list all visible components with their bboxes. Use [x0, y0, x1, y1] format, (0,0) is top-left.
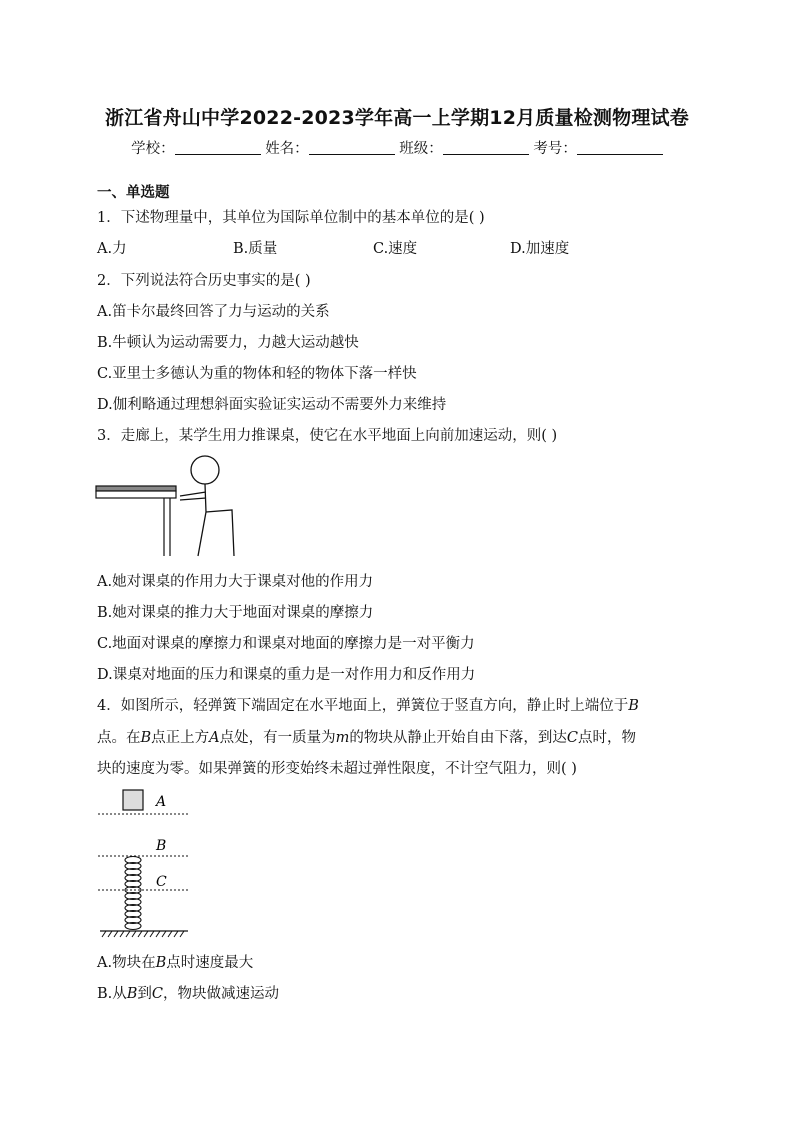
- q4-stem-line-2: 点。在B点正上方A点处，有一质量为m的物块从静止开始自由下落，到达C点时，物: [97, 730, 636, 746]
- name-blank[interactable]: [309, 140, 395, 155]
- q1-option-b: B.质量: [233, 241, 278, 257]
- section-heading: 一、单选题: [97, 185, 170, 201]
- q3-option-b: B.她对课桌的推力大于地面对课桌的摩擦力: [97, 605, 374, 621]
- spring-icon: [125, 857, 141, 930]
- q1-stem: 1．下述物理量中，其单位为国际单位制中的基本单位的是( ): [97, 210, 485, 226]
- q2-option-a: A.笛卡尔最终回答了力与运动的关系: [97, 304, 330, 320]
- exam-title: 浙江省舟山中学2022-2023学年高一上学期12月质量检测物理试卷: [105, 107, 689, 129]
- q4-stem-line-3: 块的速度为零。如果弹簧的形变始终未超过弹性限度，不计空气阻力，则( ): [97, 761, 577, 777]
- q3-option-d: D.课桌对地面的压力和课桌的重力是一对作用力和反作用力: [97, 667, 476, 683]
- label-a: A: [156, 794, 167, 810]
- q2-option-b: B.牛顿认为运动需要力，力越大运动越快: [97, 335, 359, 351]
- spring-figure: [96, 786, 196, 938]
- label-b: B: [156, 838, 167, 854]
- desk-push-figure: [94, 450, 244, 560]
- q2-stem: 2．下列说法符合历史事实的是( ): [97, 273, 311, 289]
- q4-option-b: B.从B到C，物块做减速运动: [97, 986, 280, 1002]
- school-label: 学校：: [131, 141, 175, 157]
- school-blank[interactable]: [175, 140, 261, 155]
- label-c: C: [156, 874, 167, 890]
- block-icon: [123, 790, 143, 810]
- student-info: [0, 137, 794, 158]
- q4-option-a: A.物块在B点时速度最大: [97, 955, 254, 971]
- q1-option-d: D.加速度: [510, 241, 570, 257]
- q3-option-c: C.地面对课桌的摩擦力和课桌对地面的摩擦力是一对平衡力: [97, 636, 475, 652]
- number-label: 考号：: [533, 141, 577, 157]
- q3-stem: 3．走廊上，某学生用力推课桌，使它在水平地面上向前加速运动，则( ): [97, 428, 558, 444]
- class-blank[interactable]: [443, 140, 529, 155]
- q4-stem-line-1: 4．如图所示，轻弹簧下端固定在水平地面上，弹簧位于竖直方向，静止时上端位于B: [97, 698, 639, 714]
- number-blank[interactable]: [577, 140, 663, 155]
- student-body: [180, 484, 234, 556]
- class-label: 班级：: [399, 141, 443, 157]
- q1-option-c: C.速度: [373, 241, 418, 257]
- name-label: 姓名：: [265, 141, 309, 157]
- q1-option-a: A.力: [97, 241, 127, 257]
- desk-edge: [96, 491, 176, 498]
- student-head: [191, 456, 219, 484]
- q3-option-a: A.她对课桌的作用力大于课桌对他的作用力: [97, 574, 374, 590]
- desk-top: [96, 486, 176, 491]
- q2-option-d: D.伽利略通过理想斜面实验证实运动不需要外力来维持: [97, 397, 447, 413]
- q2-option-c: C.亚里士多德认为重的物体和轻的物体下落一样快: [97, 366, 417, 382]
- ground-hatch: [102, 931, 184, 937]
